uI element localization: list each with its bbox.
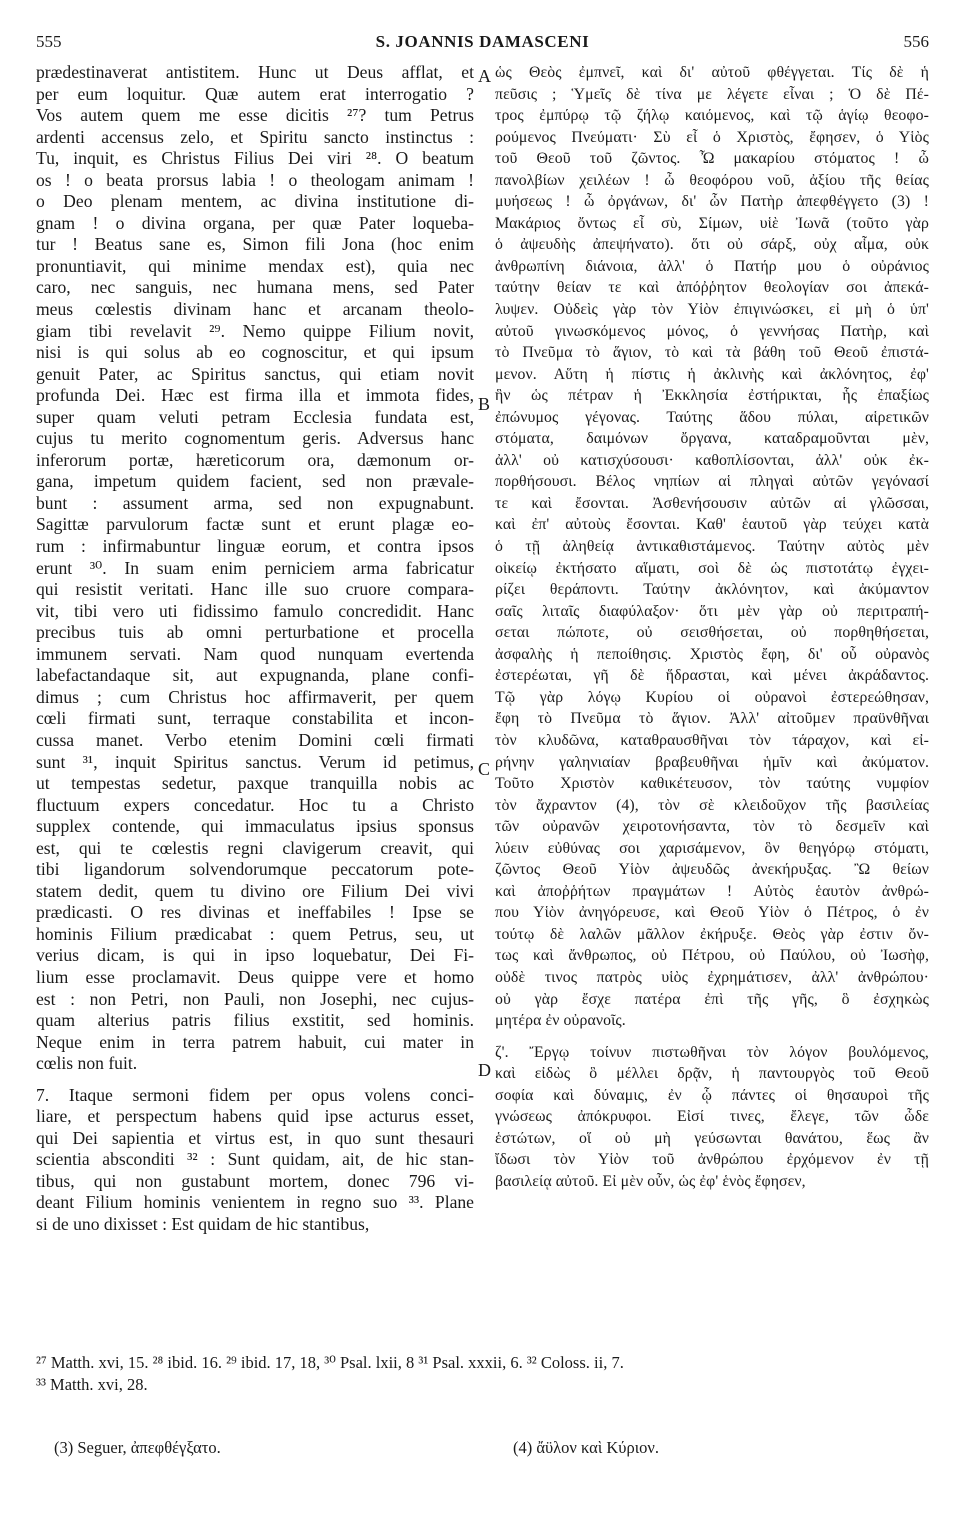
greek-text-line: τε καὶ ἔσονται. Ἀσθενήσουσιν αὐτῶν αἱ γλῶσσαι, bbox=[495, 494, 929, 512]
latin-column bbox=[36, 62, 474, 1236]
greek-text-line: ρίζει θεράποντι. Ταύτην ἀκλόνητον, καὶ ἀκύμαντον bbox=[495, 581, 929, 599]
latin-text-line: est, qui te cœlestis regni clavigerum creavit, qui bbox=[36, 837, 474, 858]
latin-text-line: inferorum portæ, hæreticorum ora, dæmonum or- bbox=[36, 449, 474, 470]
latin-text-line: fluctuum expers concedatur. Hoc tu a Christo bbox=[36, 794, 474, 815]
greek-text-line: ζ'. Ἔργῳ τοίνυν πιστωθῆναι τὸν λόγον βουλόμενος, bbox=[495, 1043, 929, 1061]
greek-text-line: σεται πώποτε, οὐ σεισθήσεται, οὐ πορθηθήσεται, bbox=[495, 624, 929, 642]
latin-text-line: cœli firmati sunt, terraque constabilita et incon- bbox=[36, 708, 474, 729]
greek-text-line: στόματα, δαιμόνων ὄργανα, καταδραμοῦνται μὲν, bbox=[495, 430, 929, 448]
greek-text-line: καὶ ἐπ' αὐτοὺς ἔσονται. Καθ' ἑαυτοῦ γὰρ τεύχει κατὰ bbox=[495, 516, 929, 534]
latin-text-line: tur ! Beatus sane es, Simon fili Jona (hoc enim bbox=[36, 234, 474, 255]
margin-marker-c: C bbox=[478, 759, 491, 779]
greek-text-line: οἰκείῳ ἐκτήσατο αἵματι, σοὶ δὲ ὡς πιστοτάτῳ ἐγχει- bbox=[495, 559, 929, 577]
latin-text-line: liare, et perspectum habens quid ipse acturus esset, bbox=[36, 1106, 474, 1127]
latin-text-line: gnam ! o divina organa, per quæ Pater loqueba- bbox=[36, 212, 474, 233]
greek-text-line: ταύτην θείαν τε καὶ ἀπόῤῥητον θεολογίαν σοι ἀπεκά- bbox=[495, 279, 929, 297]
latin-text-line: deant Filium hominis venientem in regno suo ³³. Plane bbox=[36, 1192, 474, 1213]
greek-text-line: ὁ τῇ ἀληθείᾳ ἀντικαθιστάμενος. Ταύτην αὐτὸς μὲν bbox=[495, 538, 929, 556]
greek-text-line: ρούμενος Πνεύματι· Σὺ εἶ ὁ Χριστὸς, ἔφησεν, ὁ Υἱὸς bbox=[495, 128, 929, 146]
greek-text-line: ἀλλ' οὐ κατισχύσουσι· καθοπλίσονται, ἀλλ' οὐκ ἐκ- bbox=[495, 451, 929, 469]
greek-text-line: ἐπώνυμος γέγονας. Ταύτης ἅδου πύλαι, αἱρετικῶν bbox=[495, 408, 929, 426]
greek-text-line: ἴδωσι τὸν Υἱὸν τοῦ ἀνθρώπου ἐρχόμενον ἐν τῇ bbox=[495, 1151, 929, 1169]
latin-text-line: 7. Itaque sermoni fidem per opus volens conci- bbox=[36, 1084, 474, 1105]
latin-text-line: supplex contende, qui immaculatus ipsius sponsus bbox=[36, 816, 474, 837]
greek-text-line: πεῦσις ; Ὑμεῖς δὲ τίνα με λέγετε εἶναι ; Ὁ δὲ Πέ- bbox=[495, 85, 929, 103]
latin-text-line: bunt : assument arma, sed non expugnabunt. bbox=[36, 492, 474, 513]
latin-text-line: super quam veluti petram Ecclesia fundata est, bbox=[36, 406, 474, 427]
latin-text-line: pronuntiavit, qui minime mendax est), quia nec bbox=[36, 255, 474, 276]
greek-text-line: ζῶντος Θεοῦ Υἱὸν ἀψευδῶς ἀνεκήρυξας. Ὢ θείων bbox=[495, 861, 929, 879]
latin-text-line: sunt ³¹, inquit Spiritus sanctus. Verum id petimus, bbox=[36, 751, 474, 772]
greek-text-line: τρος ἐμπύρῳ τῷ ζήλῳ καιόμενος, καὶ τῷ ἁγίῳ θεοφο- bbox=[495, 107, 929, 125]
greek-text-line: καὶ ἀποῤῥήτων πραγμάτων ! Αὐτὸς ἑαυτὸν ἀνθρώ- bbox=[495, 882, 929, 900]
margin-marker-b: B bbox=[478, 394, 491, 414]
latin-text-line: tibus, qui non gustabunt mortem, donec 796 vi- bbox=[36, 1170, 474, 1191]
footnote-line: ²⁷ Matth. xvi, 15. ²⁸ ibid. 16. ²⁹ ibid. 17, 18, ³⁰ Psal. lxii, 8 ³¹ Psal. xxxii, 6. ³² Coloss. ii, 7. bbox=[36, 1353, 624, 1372]
paragraph-gap bbox=[36, 1075, 474, 1085]
greek-text-line: αὐτοῦ γινωσκόμενος μόνος, ὁ γεννήσας Πατὴρ, καὶ bbox=[495, 322, 929, 340]
greek-text-line: μυήσεως ! ὦ ὀργάνων, δι' ὧν Πατὴρ ἀπεφθέγγετο (3) ! bbox=[495, 193, 929, 211]
latin-text-line: precibus tuis ab omni perturbatione et procella bbox=[36, 622, 474, 643]
latin-text-line: o Deo plenam mentem, ac divina institutione di- bbox=[36, 191, 474, 212]
running-title: S. JOANNIS DAMASCENI bbox=[375, 32, 590, 51]
latin-text-line: prædestinaverat antistitem. Hunc ut Deus afflat, et bbox=[36, 62, 474, 82]
greek-text-line: οὐδὲ τινος πατρὸς υἱὸς ἐχρημάτισεν, ἀλλ' ἀνθρώπου· bbox=[495, 968, 929, 986]
latin-text-line: profunda Dei. Hæc est firma illa et immota fides, bbox=[36, 385, 474, 406]
greek-text-line: τούτῳ δὲ λαλῶν μᾶλλον ἐκήρυξε. Θεὸς γὰρ ἐστιν ὄν- bbox=[495, 925, 929, 943]
latin-text-line: ut tempestas sedetur, paxque tranquilla nobis ac bbox=[36, 773, 474, 794]
latin-text-line: qui Dei sapientia et virtus est, in quo sunt thesauri bbox=[36, 1127, 474, 1148]
latin-text-line: scientia absconditi ³² : Sunt quidam, ait, de hic stan- bbox=[36, 1149, 474, 1170]
page-header bbox=[36, 32, 929, 56]
latin-text-line: verius dicam, is qui in ipso loquebatur, Dei Fi- bbox=[36, 945, 474, 966]
greek-text-line: τῶν οὐρανῶν χειροτονήσαντα, τὸν τὸ δεσμεῖν καὶ bbox=[495, 818, 929, 836]
greek-text-line: τὸν κλυδῶνα, καταθραυσθῆναι τὸν τάραχον, καὶ εἰ- bbox=[495, 731, 929, 749]
greek-text-line: λυψεν. Οὐδεὶς γὰρ τὸν Υἱὸν ἐπιγινώσκει, εἰ μὴ ὁ ὑπ' bbox=[495, 301, 929, 319]
latin-text-line: Tu, inquit, es Christus Filius Dei viri ²⁸. O beatum bbox=[36, 148, 474, 169]
greek-text-line: ἐστερέωται, γῆ δὲ ἥδρασται, καὶ μένει ἀκράδαντος. bbox=[495, 667, 929, 685]
latin-text-line: tibi ligandorum solvendorumque peccatorum pote- bbox=[36, 859, 474, 880]
greek-text-line: ρήνην γαληνιαίαν βραβευθῆναι ἡμῖν καὶ ἀκύματον. bbox=[495, 753, 929, 771]
latin-text-line: cœlis non fuit. bbox=[36, 1053, 138, 1074]
latin-text-line: immunem servati. Nam quod nunquam evertenda bbox=[36, 643, 474, 664]
greek-text-line: ὁ ἀψευδὴς ἀπεψήνατο). ὅτι οὐ σάρξ, οὐχ αἷμα, οὐκ bbox=[495, 236, 929, 254]
latin-text-line: cussa manet. Verbo etenim Domini cœli firmati bbox=[36, 729, 474, 750]
variant-note-4: (4) ἄϋλον καὶ Κύριον. bbox=[513, 1438, 659, 1457]
greek-text-line: πανολβίων χειλέων ! ὦ θεοφόρου νοῦ, ἀξίου τῆς θείας bbox=[495, 171, 929, 189]
latin-text-line: prædicasti. O res divinas et ineffabiles ! Ipse se bbox=[36, 902, 474, 923]
greek-text-line: ἀσφαλὴς ἡ πεποίθησις. Χριστὸς ἔφη, δι' οὗ οὐρανὸς bbox=[495, 645, 929, 663]
greek-text-line: ἑστώτων, οἵ οὐ μὴ γεύσωνται θανάτου, ἕως ἂν bbox=[495, 1129, 929, 1147]
greek-text-line: τὸ Πνεῦμα τὸ ἅγιον, τὸ καὶ τὰ βάθη τοῦ Θεοῦ ἐπιστά- bbox=[495, 344, 929, 362]
greek-column bbox=[495, 62, 929, 1192]
footnote-line: ³³ Matth. xvi, 28. bbox=[36, 1375, 148, 1394]
greek-text-line: σοφία καὶ δύναμις, ἐν ᾧ πάντες οἱ θησαυροὶ τῆς bbox=[495, 1086, 929, 1104]
page-number-left: 555 bbox=[36, 32, 62, 51]
greek-text-line: ἀνθρωπίνη διάνοια, ἀλλ' ὁ Πατήρ μου ὁ οὐράνιος bbox=[495, 257, 929, 275]
latin-text-line: statem dedit, quem tu divino ore Filium Dei vivi bbox=[36, 880, 474, 901]
greek-text-line: ἔφη τὸ Πνεῦμα τὸ ἅγιον. Ἀλλ' αἰτοῦμεν πραϋνθῆναι bbox=[495, 710, 929, 728]
greek-text-line: οὐ γὰρ ἔσχε πατέρα ἐπὶ τῆς γῆς, ὃ ἐσχηκὼς bbox=[495, 990, 929, 1008]
footnotes bbox=[36, 1352, 929, 1396]
greek-text-line: καὶ εἰδὼς ὃ μέλλει δρᾷν, ἡ παντουργὸς τοῦ Θεοῦ bbox=[495, 1065, 929, 1083]
greek-text-line: Μακάριος ὄντως εἶ σὺ, Σίμων, υἱὲ Ἰωνᾶ (τοῦτο γὰρ bbox=[495, 214, 929, 232]
latin-text-line: nisi is qui solus ab eo cognoscitur, et qui ipsum bbox=[36, 342, 474, 363]
latin-text-line: rum : infirmabuntur linguæ eorum, et contra ipsos bbox=[36, 536, 474, 557]
latin-text-line: caro, nec sanguis, nec humana mens, sed Pater bbox=[36, 277, 474, 298]
latin-text-line: meus cœlestis divinam hanc et arcanam theolo- bbox=[36, 299, 474, 320]
latin-text-line: os ! o beata prorsus labia ! o theologam animam ! bbox=[36, 169, 474, 190]
latin-text-line: est : non Petri, non Pauli, non Josephi, nec cujus- bbox=[36, 988, 474, 1009]
greek-text-line: μητέρα ἐν οὐρανοῖς. bbox=[495, 1012, 626, 1030]
greek-text-line: τως καὶ ἄνθρωπος, οὐ Πέτρου, οὐ Παύλου, οὐ Ἰωσὴφ, bbox=[495, 947, 929, 965]
latin-text-line: Neque enim in terra patrem habuit, cui mater in bbox=[36, 1031, 474, 1052]
latin-text-line: Sagittæ parvulorum factæ sunt et erunt plagæ eo- bbox=[36, 514, 474, 535]
greek-text-line: μενον. Αὕτη ἡ πίστις ἡ ἀκλινὴς καὶ ἀκλόνητος, ἐφ' bbox=[495, 365, 929, 383]
greek-text-line: γνώσεως ἀπόκρυφοι. Εἰσί τινες, ἔλεγε, τῶν ὧδε bbox=[495, 1108, 929, 1126]
greek-text-line: τοῦ Θεοῦ τοῦ ζῶντος. Ὦ μακαρίου στόματος ! ὦ bbox=[495, 150, 929, 168]
variant-note-3: (3) Seguer, ἀπεφθέγξατο. bbox=[54, 1438, 221, 1457]
latin-text-line: giam tibi revelavit ²⁹. Nemo quippe Filium novit, bbox=[36, 320, 474, 341]
latin-text-line: per eum loquitur. Quæ autem erat interrogatio ? bbox=[36, 83, 474, 104]
latin-text-line: vit, tibi vero uti fidissimo famulo concredidit. Hanc bbox=[36, 600, 474, 621]
latin-text-line: genuit Pater, ac Spiritus sanctus, qui etiam novit bbox=[36, 363, 474, 384]
latin-text-line: dimus ; cum Christus hoc affirmaverit, per quem bbox=[36, 686, 474, 707]
greek-text-line: λύειν εὐθύνας σοι χαρισάμενον, ὃν θεηγόρῳ στόματι, bbox=[495, 839, 929, 857]
greek-text-line: πορθήσουσι. Βέλος νηπίων αἱ πληγαὶ αὐτῶν γεγόνασί bbox=[495, 473, 929, 491]
greek-text-line: σαῖς λιταῖς διαφύλαξον· ὅτι μὲν γὰρ οὐ περιτραπή- bbox=[495, 602, 929, 620]
latin-text-line: hominis Filium prædicabat : quem Petrus, seu, ut bbox=[36, 923, 474, 944]
latin-text-line: ardenti accensus zelo, et Spiritu sancto instinctus : bbox=[36, 126, 474, 147]
page-number-right: 556 bbox=[903, 32, 929, 51]
latin-text-line: Vos autem quem me esse dicitis ²⁷? tum Petrus bbox=[36, 105, 474, 126]
latin-text-line: gana, impetum quidem facient, sed non prævale- bbox=[36, 471, 474, 492]
margin-marker-a: A bbox=[478, 66, 491, 86]
greek-text-line: ἣν ὡς πέτραν ἡ Ἐκκλησία ἐστήρικται, ἧς ἐπαξίως bbox=[495, 387, 929, 405]
paragraph-gap bbox=[495, 1032, 929, 1042]
greek-text-line: βασιλείᾳ αὐτοῦ. Εἰ μὲν οὖν, ὡς ἐφ' ἑνὸς ἔφησεν, bbox=[495, 1172, 806, 1190]
greek-text-line: που Υἱὸν ἀνηγόρευσε, καὶ Θεοῦ Υἱὸν ὁ Πέτρος, ὁ ἐν bbox=[495, 904, 929, 922]
latin-text-line: cujus tu merito cognomentum geris. Adversus hanc bbox=[36, 428, 474, 449]
margin-marker-d: D bbox=[478, 1060, 491, 1080]
latin-text-line: quam alterius patris filius exstitit, sed hominis. bbox=[36, 1010, 474, 1031]
latin-text-line: lium esse proclamavit. Deus quippe vere et homo bbox=[36, 966, 474, 987]
latin-text-line: labefactandaque sit, aut expugnanda, plane confi- bbox=[36, 665, 474, 686]
latin-text-line: qui resistit veritati. Hanc ille suo cruore compara- bbox=[36, 579, 474, 600]
greek-text-line: τὸν ἄχραντον (4), τὸν σὲ κλειδοῦχον τῆς βασιλείας bbox=[495, 796, 929, 814]
latin-text-line: si de uno dixisset : Est quidam de hic stantibus, bbox=[36, 1213, 370, 1234]
greek-text-line: Τοῦτο Χριστὸν καθικέτευσον, τὸν ταύτης νυμφίον bbox=[495, 775, 929, 793]
latin-text-line: erunt ³⁰. In suam enim perniciem arma fabricatur bbox=[36, 557, 474, 578]
greek-text-line: ὡς Θεὸς ἐμπνεῖ, καὶ δι' αὐτοῦ φθέγγεται. Τίς δὲ ἡ bbox=[495, 64, 929, 81]
greek-text-line: Τῷ γὰρ λόγῳ Κυρίου οἱ οὐρανοὶ ἐστερεώθησαν, bbox=[495, 688, 929, 706]
